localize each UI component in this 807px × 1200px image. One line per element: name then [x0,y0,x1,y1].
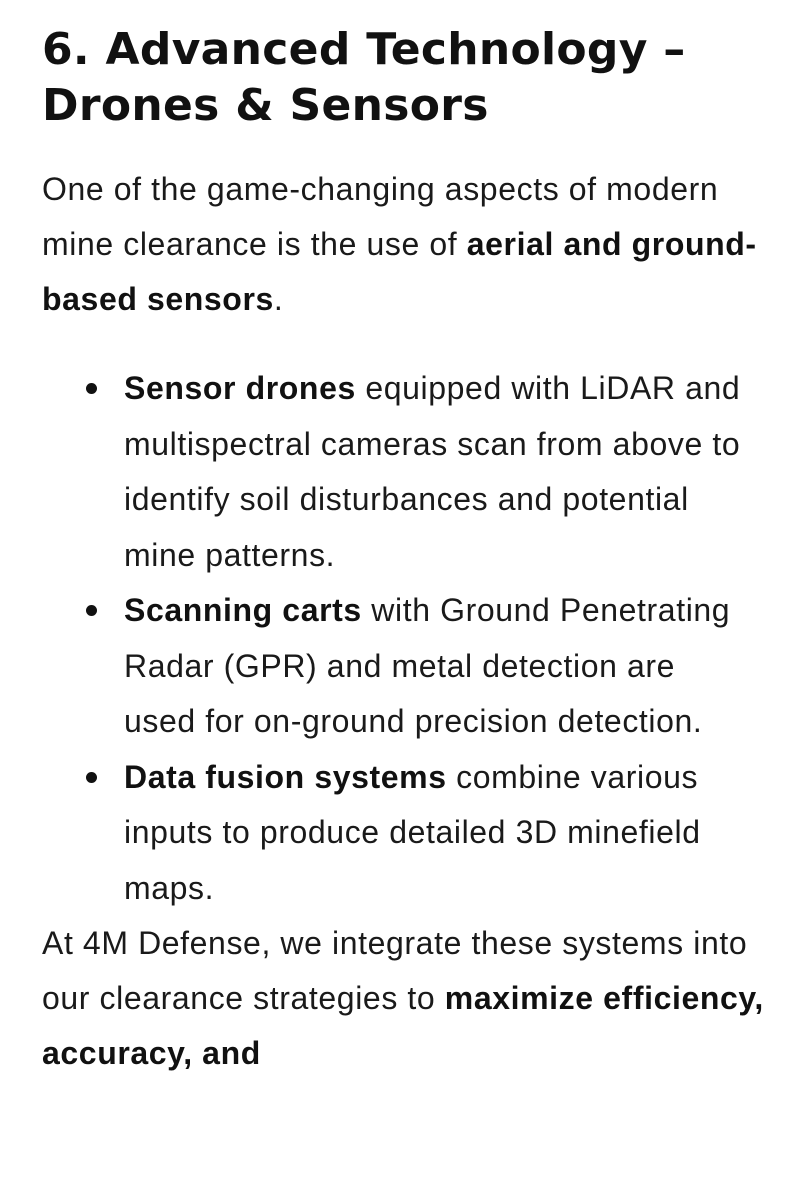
bullet-icon [86,605,97,616]
closing-paragraph [42,916,772,1081]
bullet-icon [86,383,97,394]
list-item-bold: Data fusion systems [124,758,447,795]
list-item-text: with Ground Penetrating Radar (GPR) and metal detection are used for on-ground precision detection. [124,592,731,739]
intro-paragraph [42,162,772,327]
list-item [42,750,742,917]
closing-text: At 4M Defense, we integrate these systems into our clearance strategies to [42,925,748,1016]
intro-emphasis: aerial and ground-based sensors [42,226,757,317]
article-body [42,22,772,1081]
list-item-text: equipped with LiDAR and multispectral cameras scan from above to identify soil disturbances and potential mine patterns. [124,370,741,573]
technology-list [42,361,772,916]
list-item-bold: Scanning carts [124,592,362,628]
list-item-text: combine various inputs to produce detailed 3D minefield maps. [124,758,701,906]
section-heading: 6. Advanced Technology – Drones & Sensors [42,24,686,131]
list-item [42,361,742,583]
intro-text: One of the game-changing aspects of modern mine clearance is the use of [42,171,719,262]
list-item-bold: Sensor drones [124,370,356,406]
intro-period: . [273,281,284,317]
list-item [42,583,742,750]
closing-emphasis: maximize efficiency, accuracy, and [42,980,764,1071]
bullet-icon [86,772,97,783]
